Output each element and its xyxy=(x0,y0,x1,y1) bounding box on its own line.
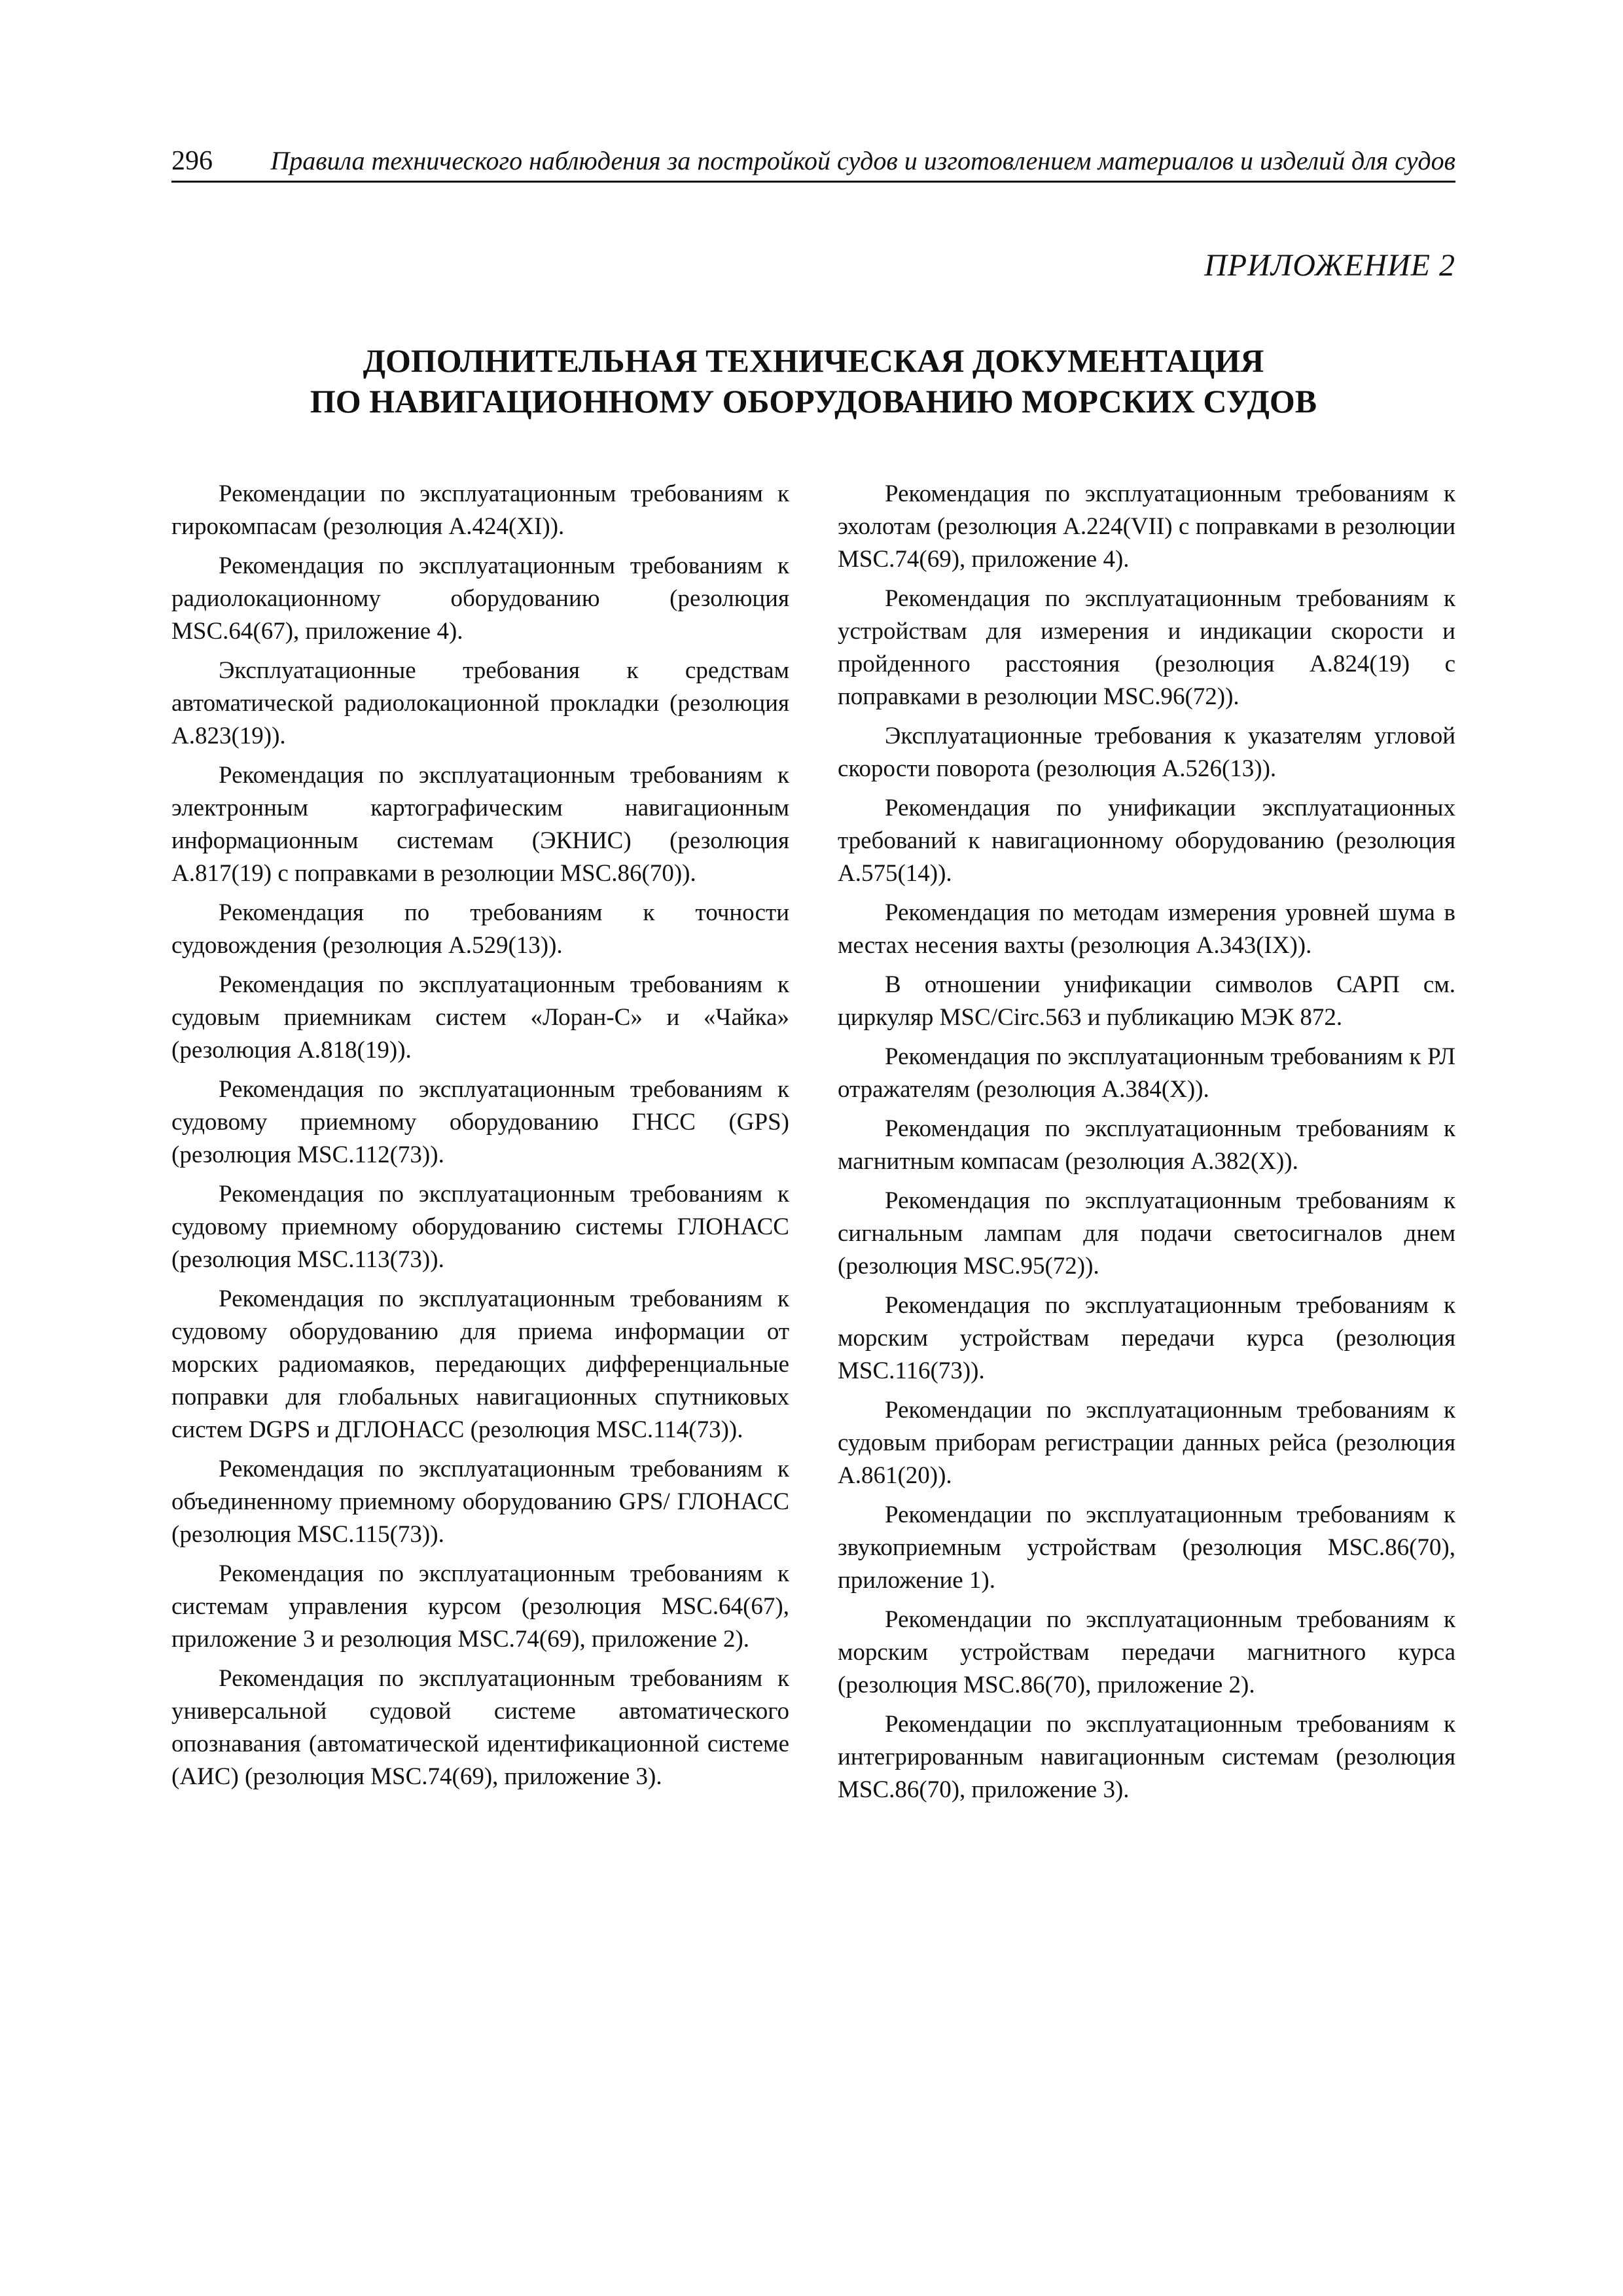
left-paragraph: Рекомендация по эксплуатационным требованиям к судовому приемному оборудованию ГНСС (GPS) (резолюция MSC.112(73)). xyxy=(171,1076,789,1168)
left-paragraph: Рекомендация по эксплуатационным требованиям к судовому оборудованию для приема информации от морских радиомаяков, передающих дифференциальные поправки для глобальных навигационных спутниковых систем DGPS и ДГЛОНАСС (резолюция MSC.114(73)). xyxy=(171,1285,789,1443)
left-paragraph: Рекомендация по эксплуатационным требованиям к судовому приемному оборудованию системы ГЛОНАСС (резолюция MSC.113(73)). xyxy=(171,1181,789,1273)
document-title xyxy=(171,340,1455,422)
right-paragraph: Рекомендация по эксплуатационным требованиям к эхолотам (резолюция А.224(VII) с поправками в резолюции MSC.74(69), приложение 4). xyxy=(838,480,1455,573)
running-title: Правила технического наблюдения за постройкой судов и изготовлением материалов и изделий для судов xyxy=(270,146,1455,175)
document-title-line-2: ПО НАВИГАЦИОННОМУ ОБОРУДОВАНИЮ МОРСКИХ СУДОВ xyxy=(310,383,1317,420)
right-column xyxy=(838,478,1455,1813)
right-paragraph: Рекомендация по эксплуатационным требованиям к РЛ отражателям (резолюция А.384(Х)). xyxy=(838,1043,1455,1103)
left-paragraph: Рекомендация по эксплуатационным требованиям к универсальной судовой системе автоматического опознавания (автоматической идентификационной системе (АИС) (резолюция MSC.74(69), приложение 3). xyxy=(171,1665,789,1790)
left-paragraph: Рекомендация по эксплуатационным требованиям к электронным картографическим навигационным информационным системам (ЭКНИС) (резолюция А.817(19) с поправками в резолюции MSC.86(70)). xyxy=(171,762,789,887)
left-paragraph: Эксплуатационные требования к средствам автоматической радиолокационной прокладки (резолюция А.823(19)). xyxy=(171,657,789,749)
body-columns xyxy=(171,478,1455,1865)
right-paragraph: Рекомендация по эксплуатационным требованиям к магнитным компасам (резолюция А.382(Х)). xyxy=(838,1115,1455,1175)
left-paragraph: Рекомендация по эксплуатационным требованиям к объединенному приемному оборудованию GPS/ ГЛОНАСС (резолюция MSC.115(73)). xyxy=(171,1456,789,1548)
left-paragraph: Рекомендация по эксплуатационным требованиям к системам управления курсом (резолюция MSC.64(67), приложение 3 и резолюция MSC.74(69), приложение 2). xyxy=(171,1560,789,1653)
right-paragraph: Рекомендация по эксплуатационным требованиям к морским устройствам передачи курса (резолюция MSC.116(73)). xyxy=(838,1292,1455,1384)
left-paragraph: Рекомендация по требованиям к точности судовождения (резолюция А.529(13)). xyxy=(171,899,789,959)
document-title-line-1: ДОПОЛНИТЕЛЬНАЯ ТЕХНИЧЕСКАЯ ДОКУМЕНТАЦИЯ xyxy=(363,342,1264,379)
page-header xyxy=(171,144,1455,183)
left-paragraph: Рекомендации по эксплуатационным требованиям к гирокомпасам (резолюция А.424(ХI)). xyxy=(171,480,789,540)
right-paragraph: Эксплуатационные требования к указателям угловой скорости поворота (резолюция А.526(13)). xyxy=(838,723,1455,782)
left-paragraph: Рекомендация по эксплуатационным требованиям к судовым приемникам систем «Лоран-С» и «Чайка» (резолюция А.818(19)). xyxy=(171,971,789,1064)
right-paragraph: Рекомендации по эксплуатационным требованиям к морским устройствам передачи магнитного курса (резолюция MSC.86(70), приложение 2). xyxy=(838,1606,1455,1698)
page-number: 296 xyxy=(171,146,213,176)
right-paragraph: Рекомендация по эксплуатационным требованиям к устройствам для измерения и индикации скорости и пройденного расстояния (резолюция А.824(19) с поправками в резолюции MSC.96(72)). xyxy=(838,585,1455,710)
right-paragraph: Рекомендации по эксплуатационным требованиям к интегрированным навигационным системам (резолюция MSC.86(70), приложение 3). xyxy=(838,1711,1455,1803)
right-paragraph: Рекомендации по эксплуатационным требованиям к судовым приборам регистрации данных рейса (резолюция А.861(20)). xyxy=(838,1397,1455,1489)
appendix-label: ПРИЛОЖЕНИЕ 2 xyxy=(1204,248,1455,283)
right-paragraph: Рекомендация по эксплуатационным требованиям к сигнальным лампам для подачи светосигналов днем (резолюция MSC.95(72)). xyxy=(838,1187,1455,1280)
left-paragraph: Рекомендация по эксплуатационным требованиям к радиолокационному оборудованию (резолюция MSC.64(67), приложение 4). xyxy=(171,552,789,645)
right-paragraph: Рекомендации по эксплуатационным требованиям к звукоприемным устройствам (резолюция MSC.86(70), приложение 1). xyxy=(838,1501,1455,1594)
right-paragraph: Рекомендация по унификации эксплуатационных требований к навигационному оборудованию (резолюция А.575(14)). xyxy=(838,795,1455,887)
left-column xyxy=(171,478,789,1800)
header-rule xyxy=(171,181,1455,183)
right-paragraph: Рекомендация по методам измерения уровней шума в местах несения вахты (резолюция А.343(IX)). xyxy=(838,899,1455,959)
right-paragraph: В отношении унификации символов САРП см. циркуляр MSC/Circ.563 и публикацию МЭК 872. xyxy=(838,971,1455,1031)
